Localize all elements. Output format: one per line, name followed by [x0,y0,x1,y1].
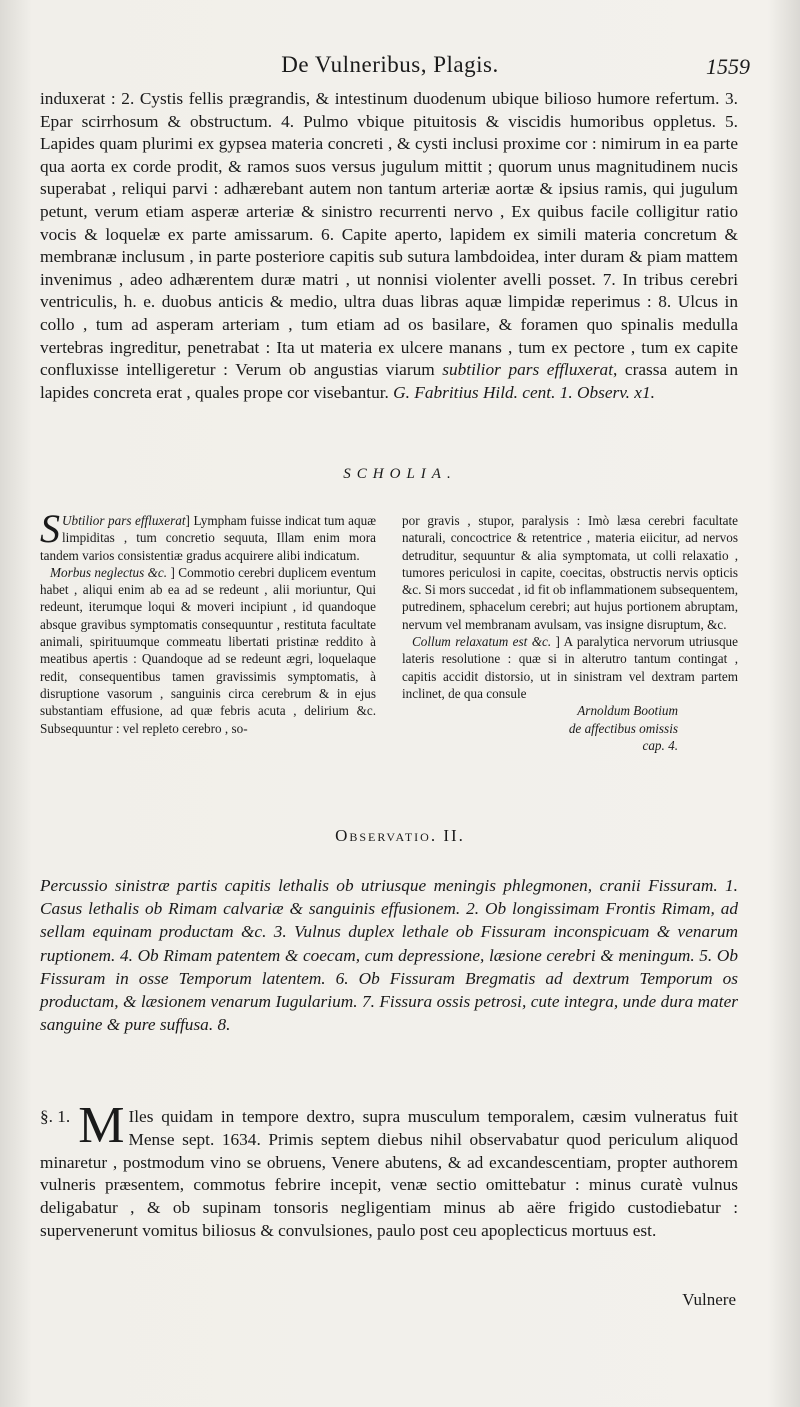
page-number: 1559 [706,54,750,79]
main-text-block [40,88,738,404]
dropcap: S [40,506,60,551]
running-title: De Vulneribus, Plagis. [281,52,499,77]
scholia-note [40,506,376,564]
dropcap: M [78,1097,125,1154]
main-text-part-2: , crassa autem in lapides concreta erat , quales prope cor visebantur. [40,360,738,402]
main-text-emphasis: subtilior pars effluxerat [442,360,613,380]
scholia-note-text: ] Lympham fuisse indicat tum aquæ limpiditas , tum concretio sequuta, Illam enim mora tandem varios consistentiæ gradus acquirere alibi indicatum. [40,513,376,563]
page-header [40,52,750,84]
scholia-note-text: ] Commotio cerebri duplicem eventum habet , aliqui enim ab ea ad se redeunt , alii moriuntur, Qui redeunt, iterumque loqui & moveri incipiunt , id quandoque absque gravibus symptomatis consequuntur , restituta facultate animali, spirituumque commeatu libertati pristinæ reddito à meatibus apertis : Quandoque ad se redeunt ægri, loquelaque redit, consequentibus tamen gravissimis symptomatis, à disruptione vasorum , sanguinis circa cerebrum & in ejus substantiam effusione, ad quæ febris acuta , delirium &c. Subsequuntur : vel repleto cerebro , so- [40,564,376,736]
scholia-reference [402,702,738,754]
scholia-heading: SCHOLIA. [343,466,457,482]
reference-line: de affectibus omissis [568,720,678,736]
section-paragraph [40,1097,738,1243]
section-body: Iles quidam in tempore dextro, supra musculum temporalem, cæsim vulneratus fuit Mense sept. 1634. Primis septem diebus nihil observabatur quod periculum aliquod minaretur , postmodum vino se obruens, Venere abutens, & ad excandescentiam, propter authorem vulneris præsentem, commotus febrire incepit, venæ sectio omittebatur : minus curatè vulnus deligabatur , & ob supinam tonsoris negligentiam minus ab aëre frigido custodiebatur : supervenerunt vomitus biliosus & convulsiones, paulo post ceu apoplecticus mortuus est. [40,1107,738,1240]
scholia-lemma: Morbus neglectus &c. [50,564,168,580]
scholia-column-left [40,506,376,754]
main-text-citation: G. Fabritius Hild. cent. 1. Observ. x1. [393,382,655,402]
reference-line: cap. 4. [642,737,678,753]
scholia-note [402,512,738,633]
scholia-note [402,633,738,702]
main-text-part-1: induxerat : 2. Cystis fellis prægrandis, & intestinum duodenum ubique bilioso humore refertum. 3. Epar scirrhosum & obstructum. 4. Pulmo vbique pituitosis & viscidis humoribus oppletus. 5. Lapides quam plurimi ex gypsea materia concreti , & cysti inclusi proxime cor : nimirum in ea parte qua aorta ex corde prodit, & ramos suos versus jugulum mittit ; quorum unus magnitudinem nucis superabat , reliqui parvi : adhærebant autem non tantum arteriæ aortæ & ipsius ramis, qui jugulum petunt, verum etiam asperæ arteriæ & sinistro recurrenti nervo , Ex quibus facile colligitur ratio vocis & loquelæ ex parte amissarum. 6. Capite aperto, lapidem ex simili materia concretum & membranæ inclusum , in parte posteriore capitis sub sutura lambdoidea, inter duram & piam mattem invenimus , adeo adhærentem duræ matri , ut nonnisi violenter avelli posset. 7. In tribus cerebri ventriculis, h. e. duobus anticis & medio, ultra duas libras aquæ limpidæ reperimus : 8. Ulcus in collo , tum ad asperam arteriam , tum etiam ad os basilare, & foramen quo spinalis medulla vertebras ingreditur, penetrabat : Ita ut materia ex ulcere manans , tum ex pectore , tum ex capite confluxisse intelligeretur : Verum ob angustias viarum [40,89,738,380]
scholia-lemma: Collum relaxatum est &c. [412,634,552,650]
scholia-column-right [402,512,738,754]
catchword: Vulnere [682,1290,736,1309]
scholia-note [40,564,376,737]
scholia-lemma: Ubtilior pars effluxerat [62,513,186,528]
reference-line: Arnoldum Bootium [577,703,678,719]
scholia-columns [40,506,739,754]
observatio-heading: Observatio. II. [335,826,465,845]
main-paragraph [40,88,738,404]
section-mark: §. 1. [40,1107,71,1126]
scholia-note-text: ] A paralytica nervorum utriusque lateris resolutione : quæ si in alterutro tantum contingat , capitis accidit distorsio, ut in sinistram vel dextram partem inclinet, de qua consule [402,634,739,701]
observatio-summary: Percussio sinistræ partis capitis lethalis ob utriusque meningis phlegmonen, cranii Fissuram. 1. Casus lethalis ob Rimam calvariæ & sanguinis effusionem. 2. Ob longissimam Frontis Rimam, ad sellam equinam productam &c. 3. Vulnus duplex lethale ob Fissuram inconspicuam & venarum ruptionem. 4. Ob Rimam patentem & coecam, cum depressione, læsione cerebri & meningum. 5. Ob Fissuram in osse Temporum latentem. 6. Ob Fissuram Bregmatis ad dextrum Temporum os productam, & læsionem venarum Iugularium. 7. Fissura ossis petrosi, cute integra, unde dura mater sanguine & pure suffusa. 8. [40,876,738,1035]
scholia-note-text: por gravis , stupor, paralysis : Imò læsa cerebri facultate naturali, concoctrice & retentrice , materia eiicitur, ad nervos detruditur, sequuntur & alia symptomata, ut colli relaxatio , tumores periculosi in capite, coecitas, obstructis nervis opticis &c. Si mors succedat , id fit ob inflammationem subsequentem, putredinem, sphacelum cerebri; aut hujus portionem abruptam, nervum vel membranam avulsam, vas insigne disruptum, &c. [402,513,738,632]
